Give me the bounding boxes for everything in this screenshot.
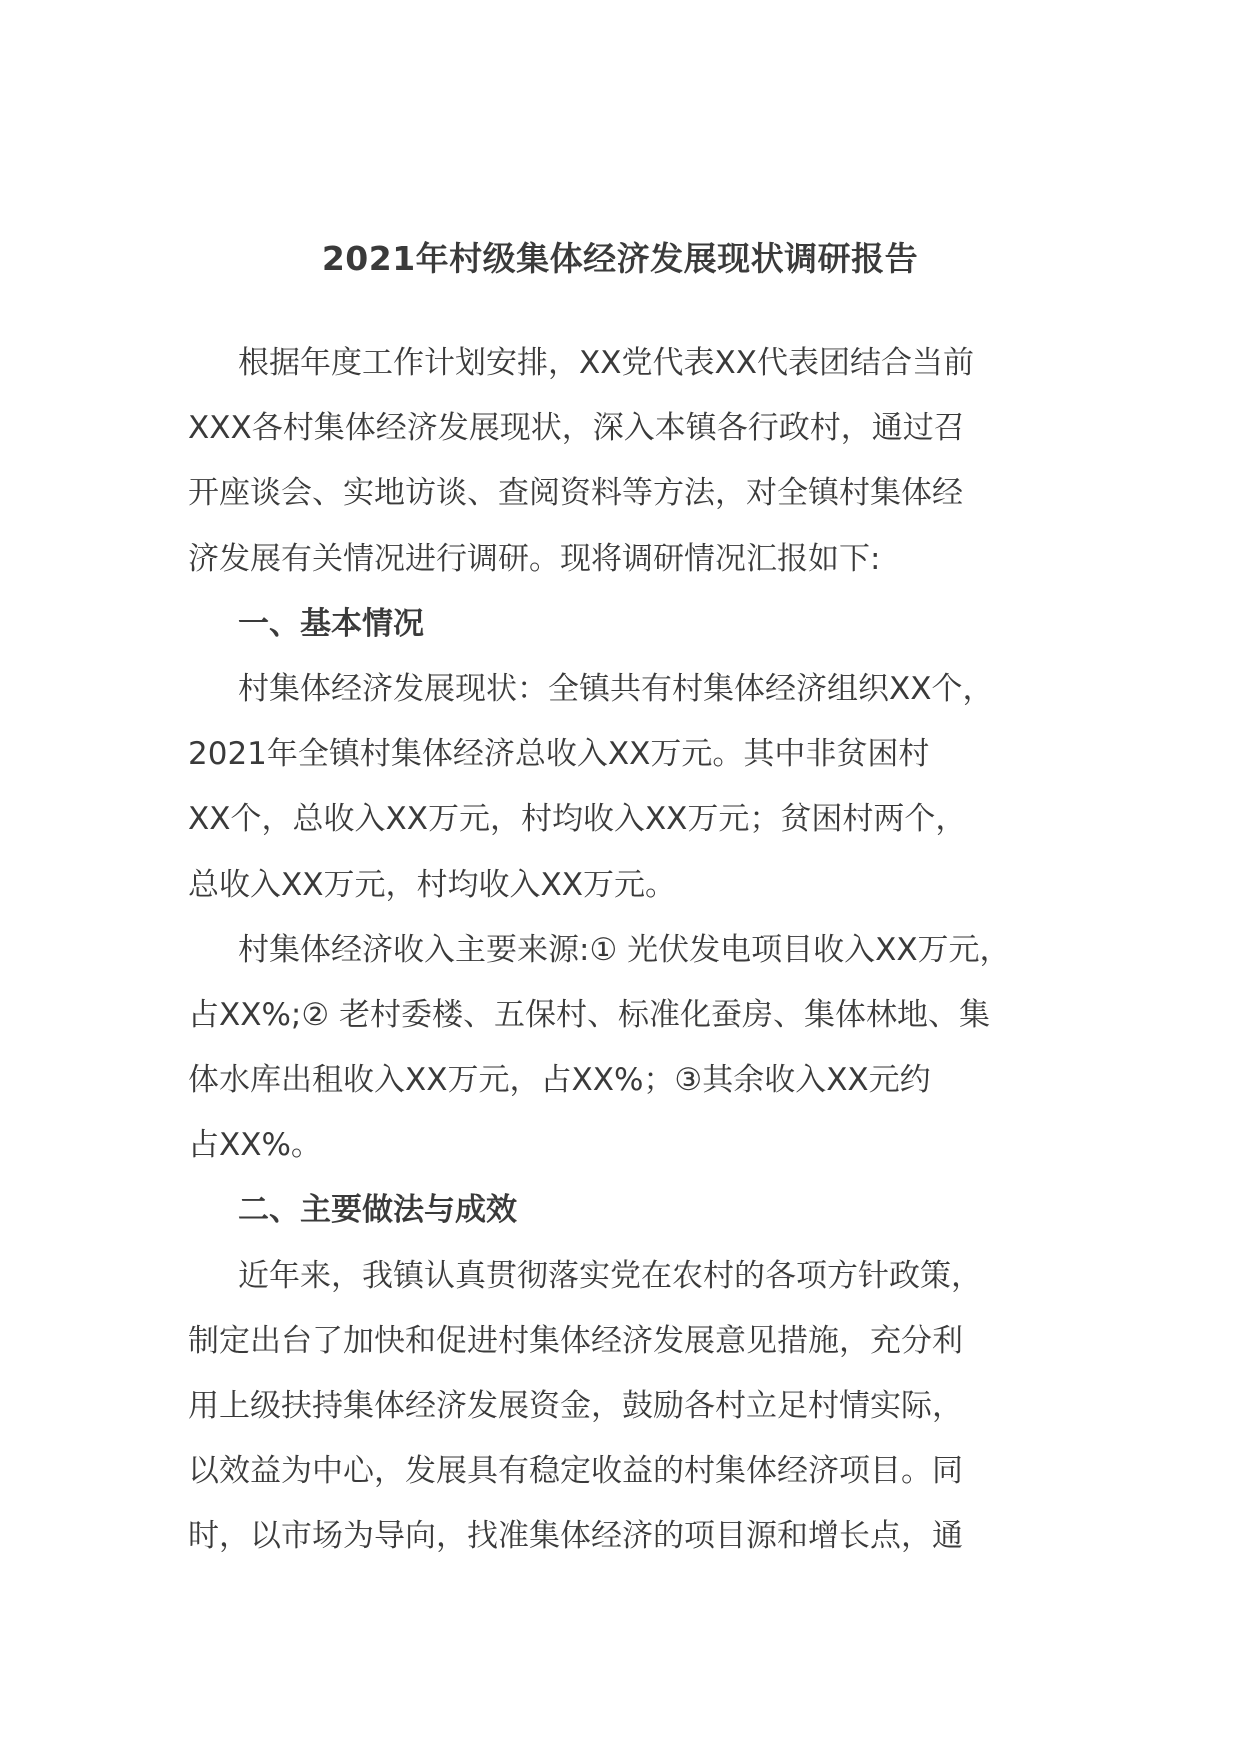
body-line: 用上级扶持集体经济发展资金，鼓励各村立足村情实际， bbox=[188, 1388, 963, 1424]
body-line: 以效益为中心，发展具有稳定收益的村集体经济项目。同 bbox=[188, 1453, 963, 1490]
body-line: XX个，总收入XX万元，村均收入XX万元；贫困村两个， bbox=[188, 801, 967, 838]
body-line: 济发展有关情况进行调研。现将调研情况汇报如下: bbox=[188, 540, 881, 577]
body-line: 占XX%。 bbox=[188, 1127, 322, 1164]
body-line: 近年来，我镇认真贯彻落实党在农村的各项方针政策， bbox=[238, 1257, 982, 1294]
document-body bbox=[188, 331, 1088, 1570]
section-heading: 一、基本情况 bbox=[238, 605, 424, 642]
body-line: 村集体经济发展现状：全镇共有村集体经济组织XX个， bbox=[238, 670, 994, 707]
body-line: 根据年度工作计划安排，XX党代表XX代表团结合当前 bbox=[238, 345, 974, 381]
body-line: 2021年全镇村集体经济总收入XX万元。其中非贫困村 bbox=[188, 736, 930, 773]
body-line: 村集体经济收入主要来源:① 光伏发电项目收入XX万元， bbox=[238, 931, 1011, 968]
body-line: 制定出台了加快和促进村集体经济发展意见措施，充分利 bbox=[188, 1322, 963, 1359]
document-title: 2021年村级集体经济发展现状调研报告 bbox=[321, 239, 919, 278]
body-line: 开座谈会、实地访谈、查阅资料等方法，对全镇村集体经 bbox=[188, 475, 963, 512]
body-line: 时，以市场为导向，找准集体经济的项目源和增长点，通 bbox=[188, 1518, 963, 1555]
section-heading: 二、主要做法与成效 bbox=[238, 1192, 517, 1229]
body-line: XXX各村集体经济发展现状，深入本镇各行政村，通过召 bbox=[188, 410, 965, 447]
body-line: 总收入XX万元，村均收入XX万元。 bbox=[188, 866, 676, 903]
body-line: 体水库出租收入XX万元，占XX%；③其余收入XX元约 bbox=[188, 1062, 931, 1099]
body-line: 占XX%;② 老村委楼、五保村、标准化蚕房、集体林地、集 bbox=[188, 996, 991, 1033]
